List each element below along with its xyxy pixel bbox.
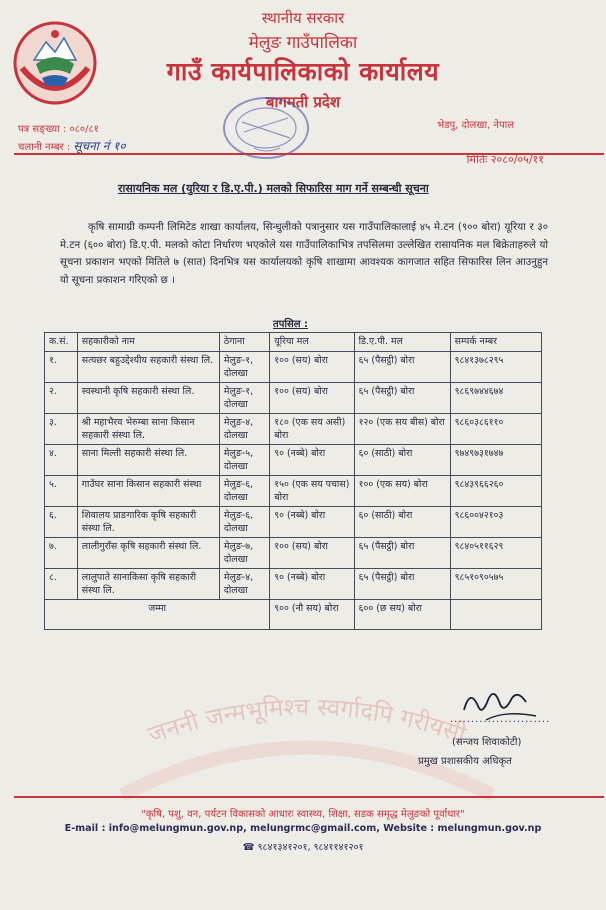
- cell-name: गाउँघर साना किसान सहकारी संस्था: [77, 476, 219, 507]
- cell-address: मेलुङ-५, दोलखा: [219, 445, 269, 476]
- cell-address: मेलुङ-६, दोलखा: [219, 507, 269, 538]
- cooperative-table: [44, 332, 542, 630]
- table-row: [45, 445, 542, 476]
- signature-line: ........................: [450, 714, 551, 725]
- dispatch-label: चलानी नम्बर :: [18, 142, 71, 153]
- dispatch-value: सूचना नं १०: [73, 139, 126, 153]
- cell-urea: १०० (सय) बोरा: [270, 383, 354, 414]
- watermark-text: जननी जन्मभूमिश्च स्वर्गादपि गरीयसी: [144, 692, 470, 749]
- cell-name: शिवालय प्राङगारिक कृषि सहकारी संस्था लि.: [77, 507, 219, 538]
- cell-address: मेलुङ-४, दोलखा: [219, 569, 269, 600]
- total-dap: ६०० (छ सय) बोरा: [354, 600, 450, 630]
- letter-number: पत्र सङ्ख्या : ०८०/८१: [18, 124, 99, 135]
- cell-contact: ९८६०३८६११०: [450, 414, 541, 445]
- table-row: [45, 569, 542, 600]
- cell-name: स्वस्थानी कृषि सहकारी संस्था लि.: [77, 383, 219, 414]
- cell-dap: १२० (एक सय बीस) बोरा: [354, 414, 450, 445]
- cell-urea: १८० (एक सय असी) बोरा: [270, 414, 354, 445]
- cell-urea: ९० (नब्बे) बोरा: [270, 569, 354, 600]
- cell-dap: ६५ (पैसट्ठी) बोरा: [354, 352, 450, 383]
- dispatch-number: [18, 137, 126, 154]
- cell-contact: ९८४१३७८२९५: [450, 352, 541, 383]
- table-row: [45, 507, 542, 538]
- table-caption: तपसिल :: [273, 319, 308, 330]
- table-row: [45, 414, 542, 445]
- letterhead-province: बागमती प्रदेश: [265, 93, 341, 111]
- footer-slogan: "कृषि, पशु, वन, पर्यटन विकासको आधारः स्वास्थ्य, शिक्षा, सडक समृद्ध मेलुङको पूर्वाधार": [141, 809, 465, 820]
- table-row: [45, 352, 542, 383]
- cell-urea: १५० (एक सय पचास) बोरा: [270, 476, 354, 507]
- cell-dap: ६० (साठी) बोरा: [354, 507, 450, 538]
- footer-divider: [14, 796, 604, 798]
- cell-contact: ९८६००४२१०३: [450, 507, 541, 538]
- footer-contact: E-mail : info@melungmun.gov.np, melungrmc@gmail.com, Website : melungmun.gov.np: [64, 823, 542, 834]
- cell-contact: ९८४०५११६२९: [450, 538, 541, 569]
- cell-urea: ९० (नब्बे) बोरा: [270, 507, 354, 538]
- cell-address: मेलुङ-४, दोलखा: [219, 414, 269, 445]
- cell-address: मेलुङ-१, दोलखा: [219, 383, 269, 414]
- cell-contact: ९७४९७३१७४७: [450, 445, 541, 476]
- total-label: जम्मा: [45, 600, 270, 630]
- cell-address: मेलुङ-६, दोलखा: [219, 476, 269, 507]
- cell-address: मेलुङ-७, दोलखा: [219, 538, 269, 569]
- letterhead-government: स्थानीय सरकार: [261, 9, 345, 27]
- office-stamp: [208, 88, 318, 168]
- col-sn: क.सं.: [45, 333, 78, 352]
- cell-name: लालीगुराँस कृषि सहकारी संस्था लि.: [77, 538, 219, 569]
- cell-sn: १.: [45, 352, 78, 383]
- letter-date: मितिः २०८०/०५/११: [466, 153, 544, 166]
- cell-name: लालुपाते सानाकिसा कृषि सहकारी संस्था लि.: [77, 569, 219, 600]
- col-address: ठेगाना: [219, 333, 269, 352]
- cell-sn: २.: [45, 383, 78, 414]
- col-dap: डि.ए.पी. मल: [354, 333, 450, 352]
- table-total-row: [45, 600, 542, 630]
- notice-subject: रासायनिक मल (युरिया र डि.ए.पी.) मलको सिफारिस माग गर्ने सम्बन्धी सूचना: [118, 182, 429, 195]
- cell-urea: १०० (सय) बोरा: [270, 352, 354, 383]
- col-name: सहकारीको नाम: [77, 333, 219, 352]
- table-row: [45, 476, 542, 507]
- cell-urea: १०० (सय) बोरा: [270, 538, 354, 569]
- cell-sn: ८.: [45, 569, 78, 600]
- footer-phone: ☎ ९८४१३४१२०१, ९८४११४१२०१: [242, 842, 364, 853]
- cell-contact: ९८५१०९०५७५: [450, 569, 541, 600]
- cell-sn: ७.: [45, 538, 78, 569]
- total-urea: ९०० (नौ सय) बोरा: [270, 600, 354, 630]
- cell-dap: ६० (साठी) बोरा: [354, 445, 450, 476]
- total-contact-empty: [450, 600, 541, 630]
- cell-contact: ९८६९७४४६७४: [450, 383, 541, 414]
- cell-name: साना मिल्ती सहकारी संस्था लि.: [77, 445, 219, 476]
- cell-urea: ९० (नब्बे) बोरा: [270, 445, 354, 476]
- letterhead-municipality: मेलुङ गाउँपालिका: [248, 33, 358, 53]
- cell-dap: १०० (एक सय) बोरा: [354, 476, 450, 507]
- cell-sn: ४.: [45, 445, 78, 476]
- cell-sn: ३.: [45, 414, 78, 445]
- cell-sn: ६.: [45, 507, 78, 538]
- signatory-title: प्रमुख प्रशासकीय अधिकृत: [418, 756, 512, 767]
- cell-dap: ६५ (पैसट्ठी) बोरा: [354, 569, 450, 600]
- cell-address: मेलुङ-१, दोलखा: [219, 352, 269, 383]
- notice-body: कृषि सामाग्री कम्पनी लिमिटेड शाखा कार्यालय, सिन्धुलीको पत्रानुसार यस गाउँपालिकालाई ४५ मे.टन (९०० बोरा) यूरिया र ३० मे.टन (६०० बोरा) डि.ए.पी. मलको कोटा निर्धारण भएकोले यस गाउँपालिकाभित्र तपसिलमा उल्लेखित रासायनिक मल बिक्रेताहरुले यो सूचना प्रकाशन भएको मितिले ७ (सात) दिनभित्र यस कार्यालयको कृषि शाखामा आवश्यक कागजात सहित सिफारिस लिन आउनुहुन यो सूचना प्रकाशन गरिएको छ ।: [60, 222, 548, 286]
- cell-dap: ६५ (पैसट्ठी) बोरा: [354, 383, 450, 414]
- col-contact: सम्पर्क नम्बर: [450, 333, 541, 352]
- cell-name: श्री महाभैरव भेरुम्बा साना किसान सहकारी संस्था लि.: [77, 414, 219, 445]
- table-header-row: [45, 333, 542, 352]
- cell-contact: ९८४३९६६२६०: [450, 476, 541, 507]
- cell-dap: ६५ (पैसट्ठी) बोरा: [354, 538, 450, 569]
- table-row: [45, 383, 542, 414]
- signatory-name: (सन्जय शिवाकोटी): [452, 737, 522, 748]
- col-urea: यूरिया मल: [270, 333, 354, 352]
- letterhead-office: गाउँ कार्यपालिकाको कार्यालय: [166, 57, 440, 86]
- letterhead-location: भेडपु, दोलखा, नेपाल: [437, 120, 514, 131]
- table-row: [45, 538, 542, 569]
- cell-name: सत्यछर बहुउद्देश्यीय सहकारी संस्था लि.: [77, 352, 219, 383]
- cell-sn: ५.: [45, 476, 78, 507]
